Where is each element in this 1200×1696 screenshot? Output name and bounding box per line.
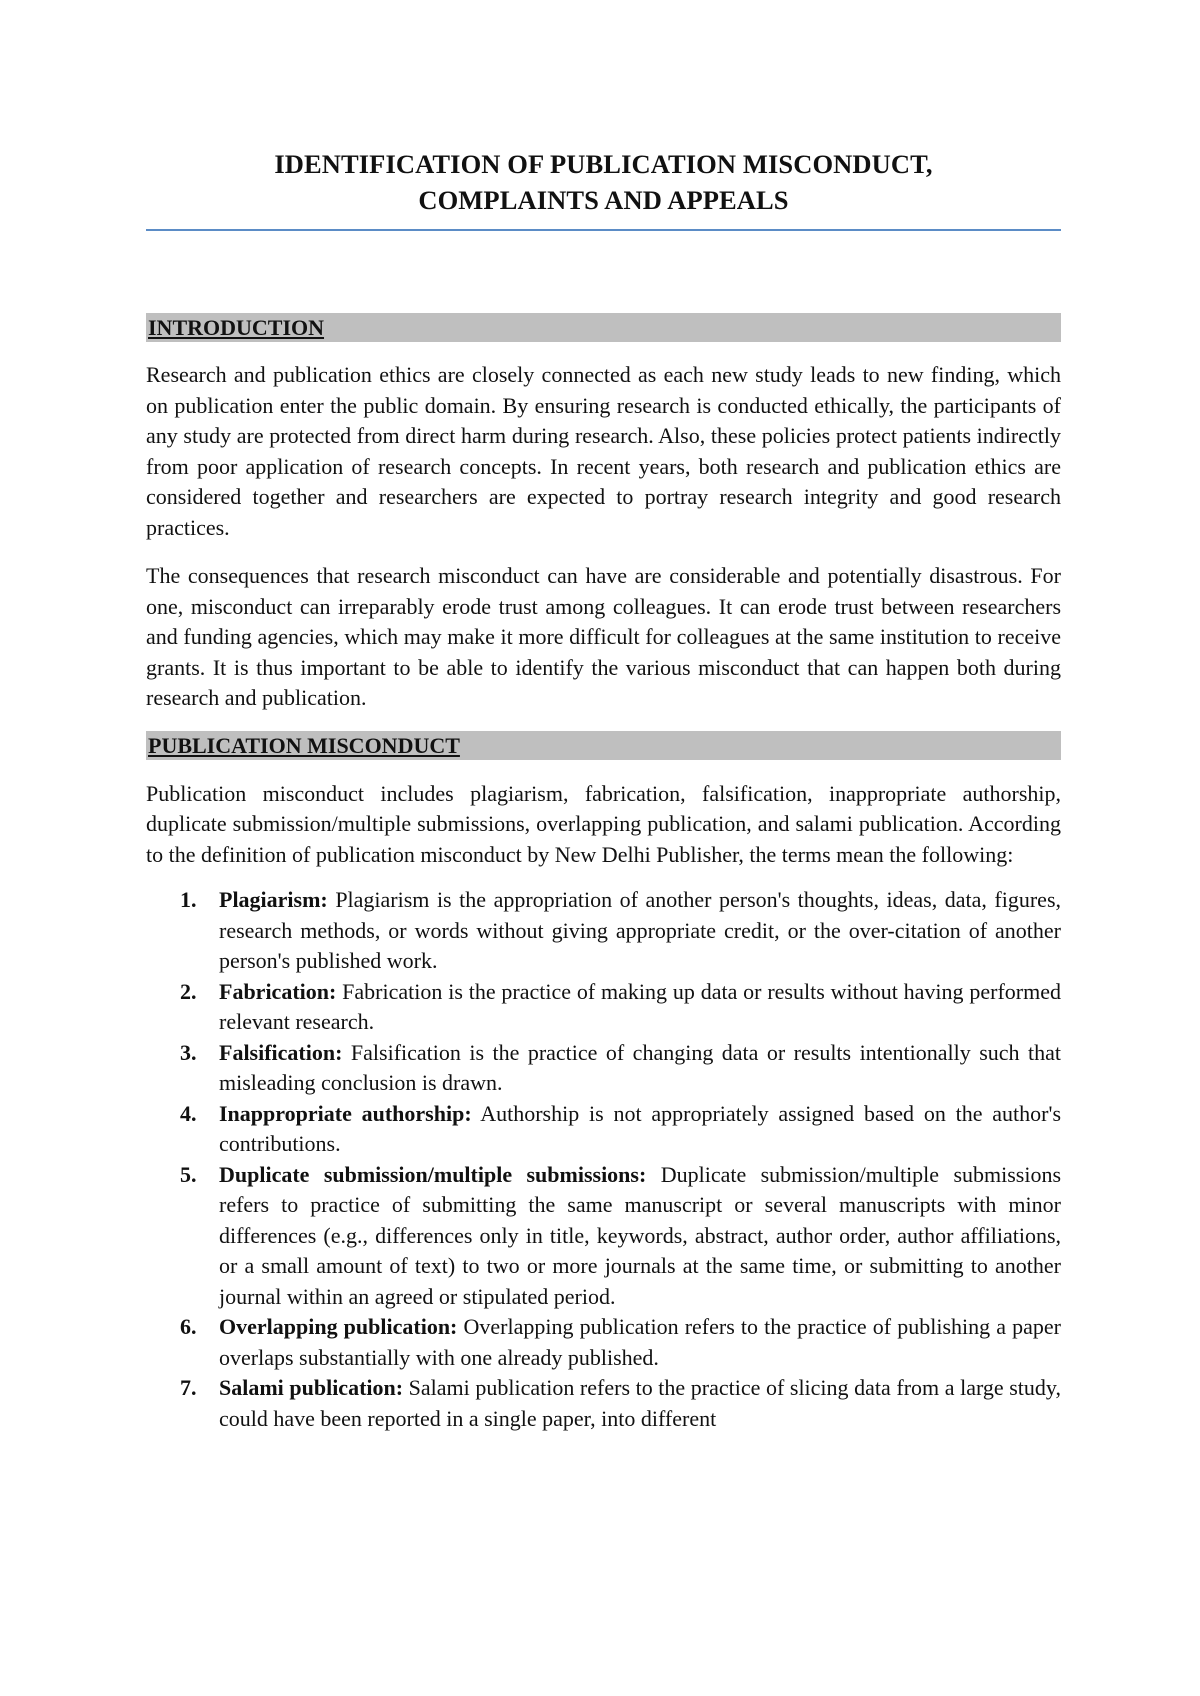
list-item-term: Duplicate submission/multiple submissions: [219, 1161, 647, 1187]
document-title [146, 146, 1061, 218]
list-item-text: Plagiarism is the appropriation of another person's thoughts, ideas, data, figures, research methods, or words without giving appropriate credit, or the over-citation of another person's published work. [219, 887, 1062, 973]
list-item [146, 977, 1061, 1038]
list-item-text: Fabrication is the practice of making up data or results without having performed relevant research. [219, 978, 1062, 1034]
list-item [146, 1038, 1061, 1099]
introduction-paragraph-1: Research and publication ethics are closely connected as each new study leads to new finding, which on publication enter the public domain. By ensuring research is conducted ethically, the participants of any study are protected from direct harm during research. Also, these policies protect patients indirectly from poor application of research concepts. In recent years, both research and publication ethics are considered together and researchers are expected to portray research integrity and good research practices. [146, 362, 1061, 540]
list-item-term: Salami publication: [219, 1375, 404, 1400]
list-item-term: Overlapping publication: [219, 1314, 458, 1339]
list-item [146, 1160, 1061, 1313]
title-divider [146, 229, 1061, 231]
list-item [146, 1312, 1061, 1373]
document-title-line-1: IDENTIFICATION OF PUBLICATION MISCONDUCT, [274, 149, 933, 179]
list-item-term: Fabrication: [219, 978, 337, 1004]
publication-misconduct-heading: PUBLICATION MISCONDUCT [146, 731, 1061, 760]
introduction-heading: INTRODUCTION [146, 313, 1061, 342]
list-item-text: Salami publication refers to the practice of slicing data from a large study, could have been reported in a single paper, into different [219, 1375, 1061, 1431]
list-item [146, 1099, 1061, 1160]
document-title-line-2: COMPLAINTS AND APPEALS [418, 185, 789, 215]
list-item-number: 5. [180, 1161, 197, 1187]
list-item-number: 2. [180, 978, 197, 1004]
list-item-number: 7. [180, 1375, 197, 1400]
list-item-text: Duplicate submission/multiple submissions refers to practice of submitting the same manuscript or several manuscripts with minor differences (e.g., differences only in title, keywords, abstract, author order, author affiliations, or a small amount of text) to two or more journals at the same time, or submitting to another journal within an agreed or stipulated period. [219, 1161, 1062, 1309]
introduction-paragraph-2: The consequences that research misconduct can have are considerable and potentially disastrous. For one, misconduct can irreparably erode trust among colleagues. It can erode trust between researchers and funding agencies, which may make it more difficult for colleagues at the same institution to receive grants. It is thus important to be able to identify the various misconduct that can happen both during research and publication. [146, 563, 1061, 710]
list-item [146, 885, 1061, 977]
misconduct-list [146, 885, 1061, 1434]
list-item-text: Authorship is not appropriately assigned based on the author's contributions. [219, 1100, 1062, 1156]
list-item-number: 3. [180, 1039, 197, 1065]
document-page [146, 0, 1061, 1434]
publication-misconduct-intro: Publication misconduct includes plagiarism, fabrication, falsification, inappropriate authorship, duplicate submission/multiple submissions, overlapping publication, and salami publication. According to the definition of publication misconduct by New Delhi Publisher, the terms mean the following: [146, 780, 1061, 867]
list-item-number: 1. [180, 887, 197, 912]
list-item-term: Falsification: [219, 1039, 343, 1065]
list-item-number: 4. [180, 1100, 197, 1126]
list-item-term: Inappropriate authorship: [219, 1100, 472, 1126]
list-item-term: Plagiarism: [219, 887, 328, 912]
list-item-text: Falsification is the practice of changing data or results intentionally such that misleading conclusion is drawn. [219, 1039, 1062, 1095]
list-item [146, 1373, 1061, 1434]
list-item-number: 6. [180, 1314, 197, 1339]
list-item-text: Overlapping publication refers to the practice of publishing a paper overlaps substantially with one already published. [219, 1314, 1061, 1370]
